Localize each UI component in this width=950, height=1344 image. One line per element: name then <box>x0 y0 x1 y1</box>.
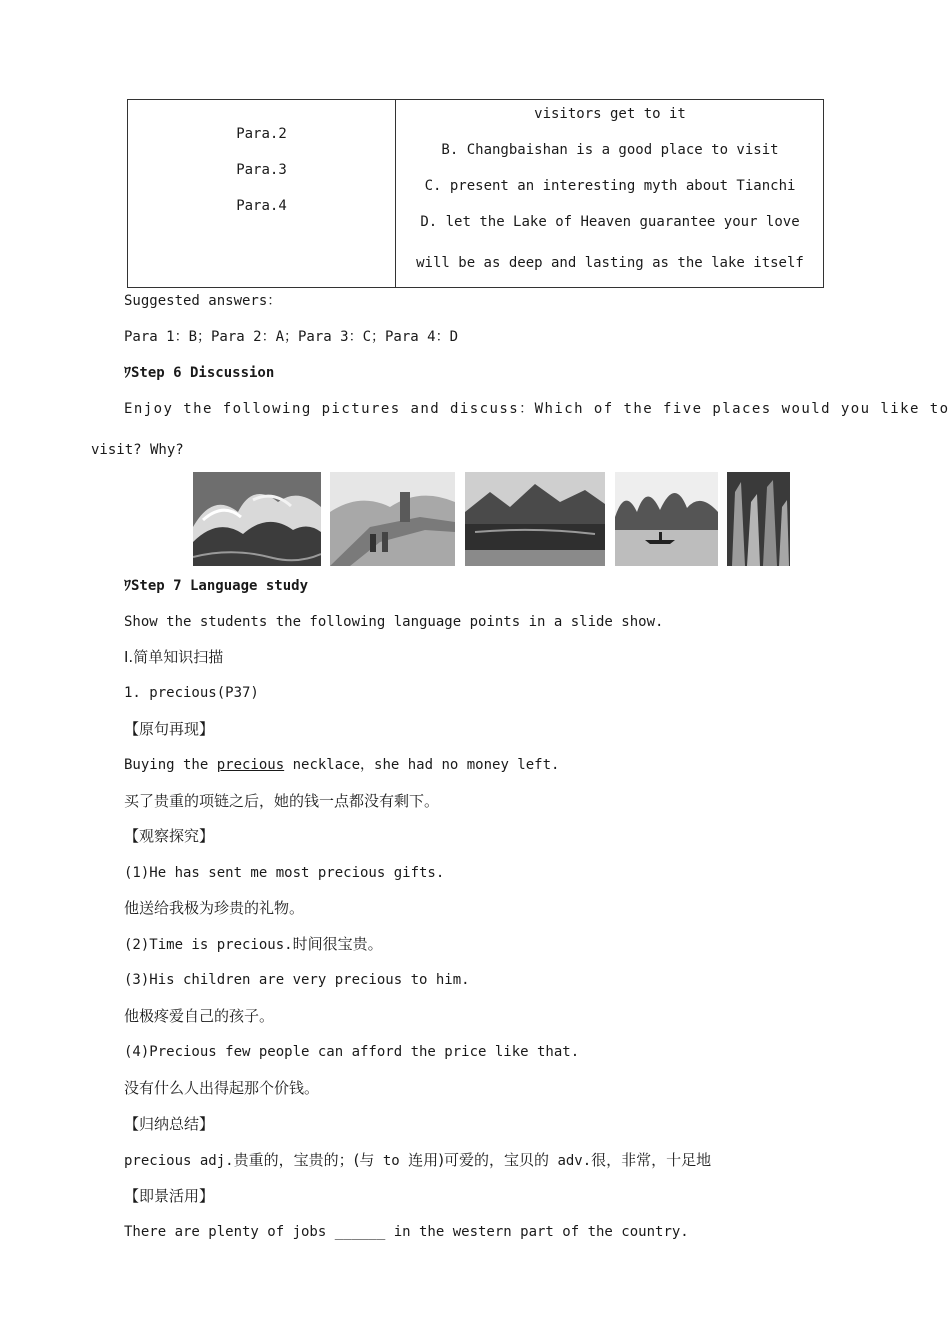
summary-part: to <box>374 1153 409 1169</box>
suggested-answers: Para 1：B；Para 2：A；Para 3：C；Para 4：D <box>124 329 459 345</box>
section-heading: Ⅰ.简单知识扫描 <box>124 648 224 666</box>
example-sentence: (4)Precious few people can afford the price like that. <box>124 1044 580 1060</box>
example-sentence: (3)His children are very precious to him. <box>124 972 470 988</box>
tianchi-lake-photo <box>465 472 605 566</box>
discussion-text-cont: visit? Why? <box>91 442 184 458</box>
example-sentence <box>124 934 383 955</box>
example-translation: 他送给我极为珍贵的礼物。 <box>124 899 305 917</box>
ocean-wave-photo <box>193 472 321 566</box>
discussion-text: Enjoy the following pictures and discuss：Which of the five places would you like to <box>124 401 950 417</box>
stone-forest-photo <box>727 472 790 566</box>
observe-heading: 【观察探究】 <box>124 827 215 845</box>
summary-part: 很，非常，十足地 <box>591 1151 712 1169</box>
step7-title: Step 7 Language study <box>131 578 309 594</box>
example-cn: 时间很宝贵。 <box>292 935 383 953</box>
original-translation: 买了贵重的项链之后，她的钱一点都没有剩下。 <box>124 792 440 810</box>
para-label: Para.3 <box>236 162 287 178</box>
matching-table <box>127 99 824 288</box>
option-text: B. Changbaishan is a good place to visit <box>441 142 779 158</box>
example-en: (2)Time is precious. <box>124 937 293 953</box>
sentence-part: Buying the <box>124 757 217 773</box>
underlined-word: precious <box>216 757 285 773</box>
option-column <box>396 100 824 288</box>
instruction-text: Show the students the following language points in a slide show. <box>124 614 664 630</box>
suggested-answers-label: Suggested answers： <box>124 293 282 309</box>
bullet-marker-icon: ﾜ <box>124 365 131 381</box>
bullet-marker-icon: ﾜ <box>124 578 131 594</box>
option-text: will be as deep and lasting as the lake itself <box>416 255 804 271</box>
summary-text <box>124 1150 711 1171</box>
step6-heading <box>124 363 274 383</box>
example-translation: 没有什么人出得起那个价钱。 <box>124 1079 320 1097</box>
step6-title: Step 6 Discussion <box>131 365 275 381</box>
option-text: C. present an interesting myth about Tianchi <box>424 178 796 194</box>
step7-heading <box>124 576 308 596</box>
summary-part: 连用)可爱的，宝贝的 <box>408 1151 550 1169</box>
option-text: D. let the Lake of Heaven guarantee your love <box>420 214 800 230</box>
example-sentence: (1)He has sent me most precious gifts. <box>124 865 445 881</box>
practice-heading: 【即景活用】 <box>124 1187 215 1205</box>
para-label: Para.2 <box>236 126 287 142</box>
guilin-river-photo <box>615 472 718 566</box>
sentence-part: necklace，she had no money left. <box>284 757 560 773</box>
original-sentence <box>124 755 559 775</box>
option-text: visitors get to it <box>534 106 686 122</box>
summary-heading: 【归纳总结】 <box>124 1115 215 1133</box>
summary-part: adv. <box>549 1153 592 1169</box>
practice-sentence: There are plenty of jobs ______ in the western part of the country. <box>124 1224 689 1240</box>
paragraph-column <box>128 100 396 288</box>
para-label: Para.4 <box>236 198 287 214</box>
summary-part: precious adj. <box>124 1153 234 1169</box>
summary-part: 贵重的，宝贵的；(与 <box>233 1151 375 1169</box>
example-translation: 他极疼爱自己的孩子。 <box>124 1007 275 1025</box>
great-wall-photo <box>330 472 455 566</box>
original-sentence-heading: 【原句再现】 <box>124 720 215 738</box>
vocab-item: 1. precious(P37) <box>124 685 259 701</box>
